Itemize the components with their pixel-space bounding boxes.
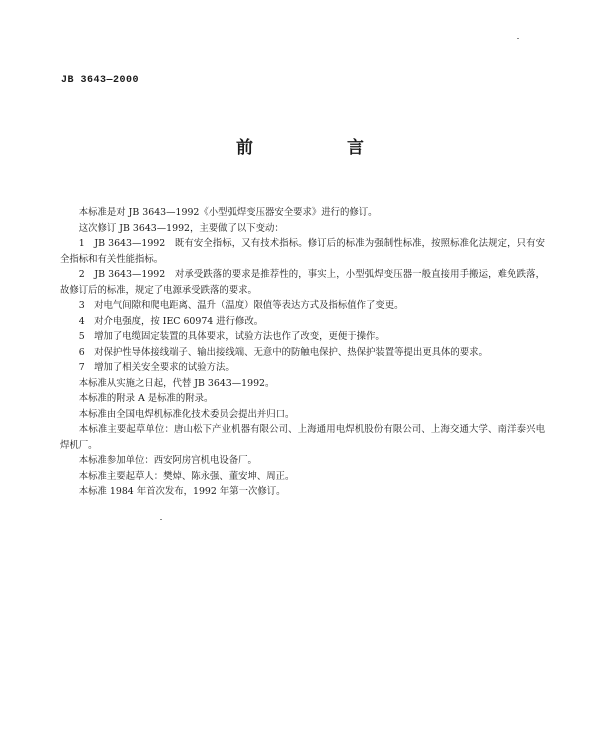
change-item-7: 7 增加了相关安全要求的试验方法。 <box>78 362 235 373</box>
page-title: 前 言 <box>236 138 408 158</box>
paragraph-drafting-units: 本标准主要起草单位：唐山松下产业机器有限公司、上海通用电焊机股份有限公司、上海交通大学、南洋泰兴电焊机厂。 <box>60 424 545 451</box>
change-item-6: 6 对保护性导体接线端子、输出接线端、无意中的防触电保护、热保护装置等提出更具体的要求。 <box>78 346 488 358</box>
document-code: JB 3643—2000 <box>61 75 140 86</box>
paragraph-changes-intro: 这次修订 JB 3643—1992，主要做了以下变动： <box>78 222 284 234</box>
paragraph-participating-unit: 本标准参加单位：西安阿房宫机电设备厂。 <box>78 455 257 466</box>
change-item-1: 1 JB 3643—1992 既有安全指标，又有技术指标。修订后的标准为强制性标准，按照标准化法规定，只有安全指标和有关性能指标。 <box>60 238 545 265</box>
change-item-2: 2 JB 3643—1992 对承受跌落的要求是推荐性的，事实上，小型弧焊变压器一般直接用手搬运，难免跌落，故修订后的标准，规定了电源承受跌落的要求。 <box>60 269 545 296</box>
change-item-5: 5 增加了电缆固定装置的具体要求，试验方法也作了改变，更便于操作。 <box>78 331 385 342</box>
paragraph-publication-history: 本标准 1984 年首次发布，1992 年第一次修订。 <box>78 486 286 497</box>
paragraph-revision-statement: 本标准是对 JB 3643—1992《小型弧焊变压器安全要求》进行的修订。 <box>78 207 378 218</box>
scan-speck <box>517 38 519 39</box>
paragraph-drafters: 本标准主要起草人：樊焯、陈永强、董安坤、周正。 <box>78 470 295 482</box>
change-item-4: 4 对介电强度，按 IEC 60974 进行修改。 <box>78 315 264 327</box>
paragraph-proposed-by: 本标准由全国电焊机标准化技术委员会提出并归口。 <box>78 408 295 420</box>
change-item-3: 3 对电气间隙和爬电距离、温升（温度）限值等表达方式及指标值作了变更。 <box>78 300 404 311</box>
foreword-body <box>60 205 545 500</box>
scan-speck <box>160 519 162 520</box>
paragraph-replaces: 本标准从实施之日起，代替 JB 3643—1992。 <box>78 377 275 389</box>
paragraph-annex: 本标准的附录 A 是标准的附录。 <box>78 393 214 404</box>
